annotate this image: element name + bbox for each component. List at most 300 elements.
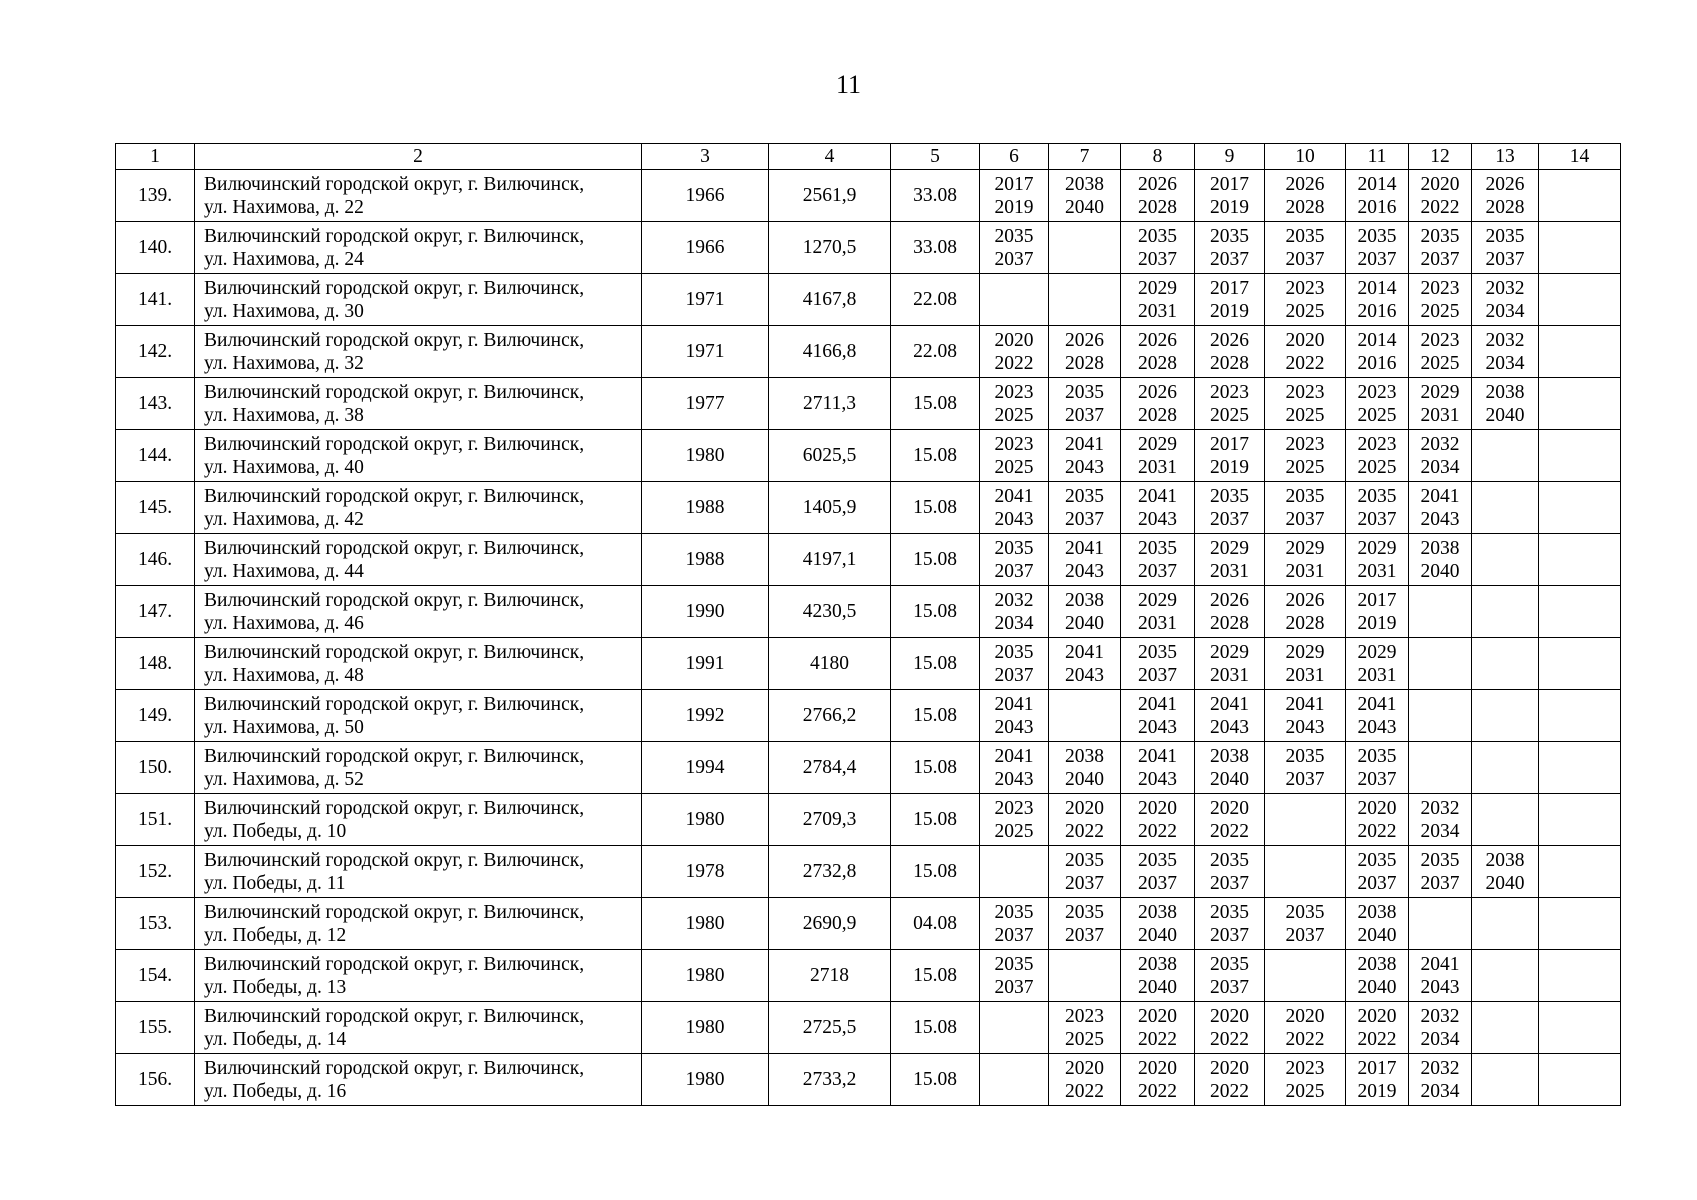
row-number: 145. xyxy=(116,482,195,534)
period-cell xyxy=(1409,170,1472,222)
period-start: 2020 xyxy=(1357,797,1397,819)
period-cell xyxy=(1121,534,1195,586)
period-end: 2022 xyxy=(1138,1028,1177,1050)
period-end: 2037 xyxy=(1285,768,1325,790)
address-line: ул. Победы, д. 12 xyxy=(204,924,347,946)
period-start: 2041 xyxy=(1420,953,1460,975)
period-cell xyxy=(1265,326,1346,378)
period-start: 2038 xyxy=(1138,953,1177,975)
period-start: 2041 xyxy=(1065,537,1104,559)
period-cell xyxy=(1195,1002,1265,1054)
period-end: 2031 xyxy=(1357,560,1397,582)
period-cell xyxy=(1195,586,1265,638)
period-end: 2022 xyxy=(1285,1028,1325,1050)
period-cell xyxy=(1121,222,1195,274)
period-cell xyxy=(1121,950,1195,1002)
period-end: 2019 xyxy=(1210,196,1249,218)
period-start: 2020 xyxy=(1210,1057,1249,1079)
period-cell xyxy=(1195,170,1265,222)
period-end: 2025 xyxy=(1065,1028,1104,1050)
address-line: Вилючинский городской округ, г. Вилючинск, xyxy=(204,1005,585,1027)
period-cell xyxy=(1472,794,1539,846)
period-end: 2037 xyxy=(1420,248,1460,270)
area-cell: 4167,8 xyxy=(769,274,891,326)
period-end: 2028 xyxy=(1285,196,1325,218)
period-end: 2043 xyxy=(1210,716,1249,738)
period-start: 2020 xyxy=(1285,1005,1325,1027)
area-cell: 2561,9 xyxy=(769,170,891,222)
period-start: 2026 xyxy=(1285,173,1325,195)
period-cell xyxy=(1539,638,1621,690)
period-start: 2023 xyxy=(1420,277,1460,299)
period-start: 2023 xyxy=(1357,433,1397,455)
period-start: 2038 xyxy=(1138,901,1177,923)
period-cell xyxy=(980,482,1049,534)
period-cell xyxy=(980,950,1049,1002)
period-cell xyxy=(980,378,1049,430)
address-line: ул. Нахимова, д. 48 xyxy=(204,664,364,686)
table-row xyxy=(116,794,1621,846)
year-cell: 1980 xyxy=(642,794,769,846)
period-end: 2025 xyxy=(1285,1080,1325,1102)
period-end: 2019 xyxy=(994,196,1034,218)
column-header: 5 xyxy=(891,144,980,170)
period-end: 2025 xyxy=(994,456,1034,478)
period-cell xyxy=(1195,690,1265,742)
year-cell: 1980 xyxy=(642,1054,769,1106)
period-start: 2035 xyxy=(1210,849,1249,871)
period-cell xyxy=(1121,170,1195,222)
period-end: 2022 xyxy=(1357,1028,1397,1050)
year-cell: 1991 xyxy=(642,638,769,690)
period-end: 2040 xyxy=(1065,768,1104,790)
period-end: 2043 xyxy=(1138,716,1177,738)
address-cell xyxy=(195,638,642,690)
period-end: 2022 xyxy=(994,352,1034,374)
period-start: 2035 xyxy=(1138,849,1177,871)
address-line: ул. Нахимова, д. 30 xyxy=(204,300,364,322)
period-end: 2031 xyxy=(1138,612,1177,634)
address-line: ул. Нахимова, д. 22 xyxy=(204,196,364,218)
period-end: 2028 xyxy=(1138,196,1177,218)
period-cell xyxy=(1539,430,1621,482)
period-cell xyxy=(1346,326,1409,378)
period-cell xyxy=(1265,638,1346,690)
period-end: 2037 xyxy=(1138,248,1177,270)
address-cell xyxy=(195,846,642,898)
period-cell xyxy=(1049,378,1121,430)
period-cell xyxy=(1539,378,1621,430)
period-end: 2034 xyxy=(1420,1028,1460,1050)
period-cell xyxy=(1049,326,1121,378)
period-cell xyxy=(1049,950,1121,1002)
year-cell: 1994 xyxy=(642,742,769,794)
column-header: 3 xyxy=(642,144,769,170)
period-start: 2032 xyxy=(1420,1005,1460,1027)
period-cell xyxy=(1195,950,1265,1002)
period-start: 2038 xyxy=(1210,745,1249,767)
period-end: 2040 xyxy=(1138,924,1177,946)
code-cell: 15.08 xyxy=(891,690,980,742)
table-row xyxy=(116,742,1621,794)
table-row xyxy=(116,1054,1621,1106)
period-start: 2023 xyxy=(1065,1005,1104,1027)
period-end: 2043 xyxy=(1420,976,1460,998)
period-start: 2026 xyxy=(1065,329,1104,351)
table-row xyxy=(116,898,1621,950)
period-cell xyxy=(1195,1054,1265,1106)
period-end: 2031 xyxy=(1357,664,1397,686)
area-cell: 4197,1 xyxy=(769,534,891,586)
year-cell: 1971 xyxy=(642,326,769,378)
period-end: 2043 xyxy=(1285,716,1325,738)
period-start: 2017 xyxy=(1210,433,1249,455)
period-end: 2040 xyxy=(1210,768,1249,790)
address-line: Вилючинский городской округ, г. Вилючинск, xyxy=(204,901,585,923)
period-cell xyxy=(1195,742,1265,794)
period-end: 2037 xyxy=(1420,872,1460,894)
period-cell xyxy=(1265,170,1346,222)
period-start: 2035 xyxy=(1357,225,1397,247)
period-cell xyxy=(1265,274,1346,326)
address-cell xyxy=(195,1002,642,1054)
period-start: 2023 xyxy=(1210,381,1249,403)
period-cell xyxy=(1195,378,1265,430)
period-end: 2037 xyxy=(1357,508,1397,530)
period-cell xyxy=(1346,690,1409,742)
row-number: 141. xyxy=(116,274,195,326)
period-start: 2041 xyxy=(1138,745,1177,767)
column-header: 4 xyxy=(769,144,891,170)
period-start: 2038 xyxy=(1485,381,1525,403)
period-cell xyxy=(980,326,1049,378)
year-cell: 1988 xyxy=(642,534,769,586)
period-start: 2023 xyxy=(1285,277,1325,299)
column-header: 1 xyxy=(116,144,195,170)
period-cell xyxy=(1472,586,1539,638)
period-cell xyxy=(1409,690,1472,742)
table-row xyxy=(116,326,1621,378)
period-end: 2028 xyxy=(1138,404,1177,426)
period-cell xyxy=(980,794,1049,846)
code-cell: 15.08 xyxy=(891,1054,980,1106)
period-start: 2020 xyxy=(994,329,1034,351)
address-line: ул. Нахимова, д. 46 xyxy=(204,612,364,634)
period-start: 2035 xyxy=(1210,953,1249,975)
period-start: 2038 xyxy=(1485,849,1525,871)
period-start: 2035 xyxy=(994,225,1034,247)
period-cell xyxy=(980,1002,1049,1054)
period-cell xyxy=(1121,1054,1195,1106)
column-header: 7 xyxy=(1049,144,1121,170)
period-end: 2043 xyxy=(1357,716,1397,738)
period-start: 2041 xyxy=(1357,693,1397,715)
period-end: 2040 xyxy=(1485,872,1525,894)
column-header: 8 xyxy=(1121,144,1195,170)
period-end: 2025 xyxy=(1357,456,1397,478)
period-cell xyxy=(980,586,1049,638)
period-cell xyxy=(1346,846,1409,898)
period-start: 2026 xyxy=(1210,589,1249,611)
address-line: ул. Победы, д. 11 xyxy=(204,872,346,894)
area-cell: 2725,5 xyxy=(769,1002,891,1054)
column-header: 13 xyxy=(1472,144,1539,170)
period-cell xyxy=(980,534,1049,586)
period-cell xyxy=(1265,1054,1346,1106)
period-start: 2038 xyxy=(1065,173,1104,195)
address-cell xyxy=(195,378,642,430)
period-start: 2020 xyxy=(1138,1057,1177,1079)
period-start: 2032 xyxy=(994,589,1034,611)
period-cell xyxy=(1346,898,1409,950)
period-start: 2014 xyxy=(1357,173,1397,195)
period-end: 2022 xyxy=(1420,196,1460,218)
period-start: 2035 xyxy=(1210,485,1249,507)
period-cell xyxy=(980,430,1049,482)
address-line: ул. Победы, д. 10 xyxy=(204,820,347,842)
period-cell xyxy=(1409,794,1472,846)
address-line: Вилючинский городской округ, г. Вилючинск, xyxy=(204,849,585,871)
period-cell xyxy=(1472,482,1539,534)
period-cell xyxy=(1409,1054,1472,1106)
year-cell: 1978 xyxy=(642,846,769,898)
period-cell xyxy=(1409,1002,1472,1054)
table-row xyxy=(116,1002,1621,1054)
period-cell xyxy=(1539,1002,1621,1054)
period-cell xyxy=(1539,170,1621,222)
period-start: 2023 xyxy=(1285,1057,1325,1079)
period-end: 2031 xyxy=(1210,560,1249,582)
period-cell xyxy=(1049,1002,1121,1054)
period-start: 2035 xyxy=(1065,485,1104,507)
period-end: 2028 xyxy=(1065,352,1104,374)
table-row xyxy=(116,430,1621,482)
address-line: ул. Нахимова, д. 40 xyxy=(204,456,364,478)
period-start: 2038 xyxy=(1357,901,1397,923)
period-start: 2023 xyxy=(994,381,1034,403)
period-start: 2020 xyxy=(1210,797,1249,819)
period-cell xyxy=(1265,846,1346,898)
period-start: 2035 xyxy=(1357,849,1397,871)
period-cell xyxy=(1265,378,1346,430)
period-start: 2035 xyxy=(1210,225,1249,247)
address-line: Вилючинский городской округ, г. Вилючинск, xyxy=(204,641,585,663)
period-cell xyxy=(1346,274,1409,326)
period-cell xyxy=(1265,222,1346,274)
row-number: 149. xyxy=(116,690,195,742)
address-line: Вилючинский городской округ, г. Вилючинск, xyxy=(204,1057,585,1079)
address-line: ул. Победы, д. 13 xyxy=(204,976,347,998)
period-end: 2019 xyxy=(1357,612,1397,634)
period-cell xyxy=(1265,586,1346,638)
table-row xyxy=(116,482,1621,534)
period-cell xyxy=(1539,846,1621,898)
period-end: 2037 xyxy=(1210,872,1249,894)
period-cell xyxy=(1472,950,1539,1002)
period-end: 2022 xyxy=(1065,820,1104,842)
period-start: 2035 xyxy=(994,953,1034,975)
page-number: 11 xyxy=(835,70,862,99)
period-end: 2025 xyxy=(994,404,1034,426)
period-cell xyxy=(1195,638,1265,690)
period-start: 2029 xyxy=(1420,381,1460,403)
period-cell xyxy=(1121,482,1195,534)
period-end: 2043 xyxy=(1065,456,1104,478)
period-cell xyxy=(1346,170,1409,222)
period-end: 2031 xyxy=(1285,664,1325,686)
address-line: Вилючинский городской округ, г. Вилючинск, xyxy=(204,693,585,715)
period-end: 2022 xyxy=(1210,1080,1249,1102)
address-line: ул. Нахимова, д. 44 xyxy=(204,560,364,582)
row-number: 140. xyxy=(116,222,195,274)
period-end: 2037 xyxy=(1285,924,1325,946)
period-cell xyxy=(1346,950,1409,1002)
period-cell xyxy=(980,690,1049,742)
period-start: 2026 xyxy=(1485,173,1525,195)
period-end: 2037 xyxy=(1065,924,1104,946)
period-start: 2041 xyxy=(994,745,1034,767)
period-cell xyxy=(1049,638,1121,690)
area-cell: 2733,2 xyxy=(769,1054,891,1106)
period-end: 2031 xyxy=(1210,664,1249,686)
period-start: 2035 xyxy=(1357,745,1397,767)
period-end: 2037 xyxy=(1138,664,1177,686)
period-cell xyxy=(1195,898,1265,950)
period-end: 2037 xyxy=(994,560,1034,582)
period-cell xyxy=(980,638,1049,690)
row-number: 155. xyxy=(116,1002,195,1054)
period-start: 2035 xyxy=(1285,225,1325,247)
period-end: 2043 xyxy=(994,768,1034,790)
row-number: 154. xyxy=(116,950,195,1002)
period-cell xyxy=(1265,482,1346,534)
address-line: Вилючинский городской округ, г. Вилючинск, xyxy=(204,797,585,819)
period-end: 2040 xyxy=(1065,612,1104,634)
period-end: 2037 xyxy=(1210,924,1249,946)
period-cell xyxy=(1121,274,1195,326)
year-cell: 1980 xyxy=(642,898,769,950)
period-start: 2020 xyxy=(1357,1005,1397,1027)
period-cell xyxy=(1409,846,1472,898)
period-end: 2016 xyxy=(1357,352,1397,374)
period-cell xyxy=(1472,222,1539,274)
period-end: 2025 xyxy=(1357,404,1397,426)
column-header: 6 xyxy=(980,144,1049,170)
code-cell: 33.08 xyxy=(891,170,980,222)
code-cell: 33.08 xyxy=(891,222,980,274)
period-end: 2022 xyxy=(1138,1080,1177,1102)
area-cell: 4230,5 xyxy=(769,586,891,638)
period-start: 2020 xyxy=(1065,1057,1104,1079)
period-cell xyxy=(1049,742,1121,794)
period-end: 2016 xyxy=(1357,300,1397,322)
table-row xyxy=(116,690,1621,742)
period-cell xyxy=(1265,534,1346,586)
row-number: 142. xyxy=(116,326,195,378)
address-cell xyxy=(195,430,642,482)
area-cell: 2709,3 xyxy=(769,794,891,846)
period-cell xyxy=(1539,534,1621,586)
area-cell: 1270,5 xyxy=(769,222,891,274)
period-cell xyxy=(1195,534,1265,586)
period-start: 2020 xyxy=(1285,329,1325,351)
period-end: 2040 xyxy=(1357,924,1397,946)
period-end: 2043 xyxy=(1065,664,1104,686)
address-line: ул. Победы, д. 16 xyxy=(204,1080,347,1102)
row-number: 153. xyxy=(116,898,195,950)
period-start: 2026 xyxy=(1138,173,1177,195)
address-cell xyxy=(195,950,642,1002)
address-line: Вилючинский городской округ, г. Вилючинск, xyxy=(204,537,585,559)
period-cell xyxy=(1346,638,1409,690)
period-start: 2035 xyxy=(1065,901,1104,923)
period-start: 2023 xyxy=(1285,433,1325,455)
period-end: 2019 xyxy=(1357,1080,1397,1102)
period-end: 2028 xyxy=(1210,352,1249,374)
row-number: 146. xyxy=(116,534,195,586)
address-line: Вилючинский городской округ, г. Вилючинск, xyxy=(204,485,585,507)
period-end: 2037 xyxy=(1210,976,1249,998)
period-start: 2038 xyxy=(1357,953,1397,975)
period-start: 2023 xyxy=(994,433,1034,455)
period-cell xyxy=(980,274,1049,326)
period-start: 2035 xyxy=(1138,225,1177,247)
period-cell xyxy=(1121,690,1195,742)
period-cell xyxy=(1265,898,1346,950)
period-cell xyxy=(1346,534,1409,586)
address-line: ул. Нахимова, д. 24 xyxy=(204,248,364,270)
code-cell: 04.08 xyxy=(891,898,980,950)
period-start: 2038 xyxy=(1420,537,1460,559)
row-number: 148. xyxy=(116,638,195,690)
period-start: 2032 xyxy=(1485,277,1525,299)
period-end: 2043 xyxy=(1138,768,1177,790)
period-cell xyxy=(1121,326,1195,378)
period-start: 2014 xyxy=(1357,277,1397,299)
period-cell xyxy=(1346,378,1409,430)
table-row xyxy=(116,846,1621,898)
period-start: 2017 xyxy=(1357,589,1397,611)
period-start: 2041 xyxy=(1138,693,1177,715)
period-start: 2020 xyxy=(1138,1005,1177,1027)
period-cell xyxy=(1121,1002,1195,1054)
period-cell xyxy=(1049,794,1121,846)
period-start: 2017 xyxy=(994,173,1034,195)
period-cell xyxy=(1472,326,1539,378)
period-end: 2037 xyxy=(1357,872,1397,894)
area-cell: 2784,4 xyxy=(769,742,891,794)
period-end: 2040 xyxy=(1065,196,1104,218)
period-cell xyxy=(1195,482,1265,534)
period-cell xyxy=(980,222,1049,274)
period-end: 2037 xyxy=(994,248,1034,270)
period-start: 2032 xyxy=(1420,433,1460,455)
period-end: 2034 xyxy=(1485,300,1525,322)
period-start: 2017 xyxy=(1357,1057,1397,1079)
period-cell xyxy=(1121,378,1195,430)
address-line: ул. Нахимова, д. 52 xyxy=(204,768,364,790)
period-start: 2041 xyxy=(994,485,1034,507)
period-cell xyxy=(1346,586,1409,638)
period-end: 2043 xyxy=(994,716,1034,738)
table-row xyxy=(116,378,1621,430)
period-cell xyxy=(980,1054,1049,1106)
period-end: 2037 xyxy=(1138,560,1177,582)
period-end: 2031 xyxy=(1420,404,1460,426)
code-cell: 15.08 xyxy=(891,378,980,430)
period-end: 2037 xyxy=(1357,248,1397,270)
period-start: 2020 xyxy=(1138,797,1177,819)
